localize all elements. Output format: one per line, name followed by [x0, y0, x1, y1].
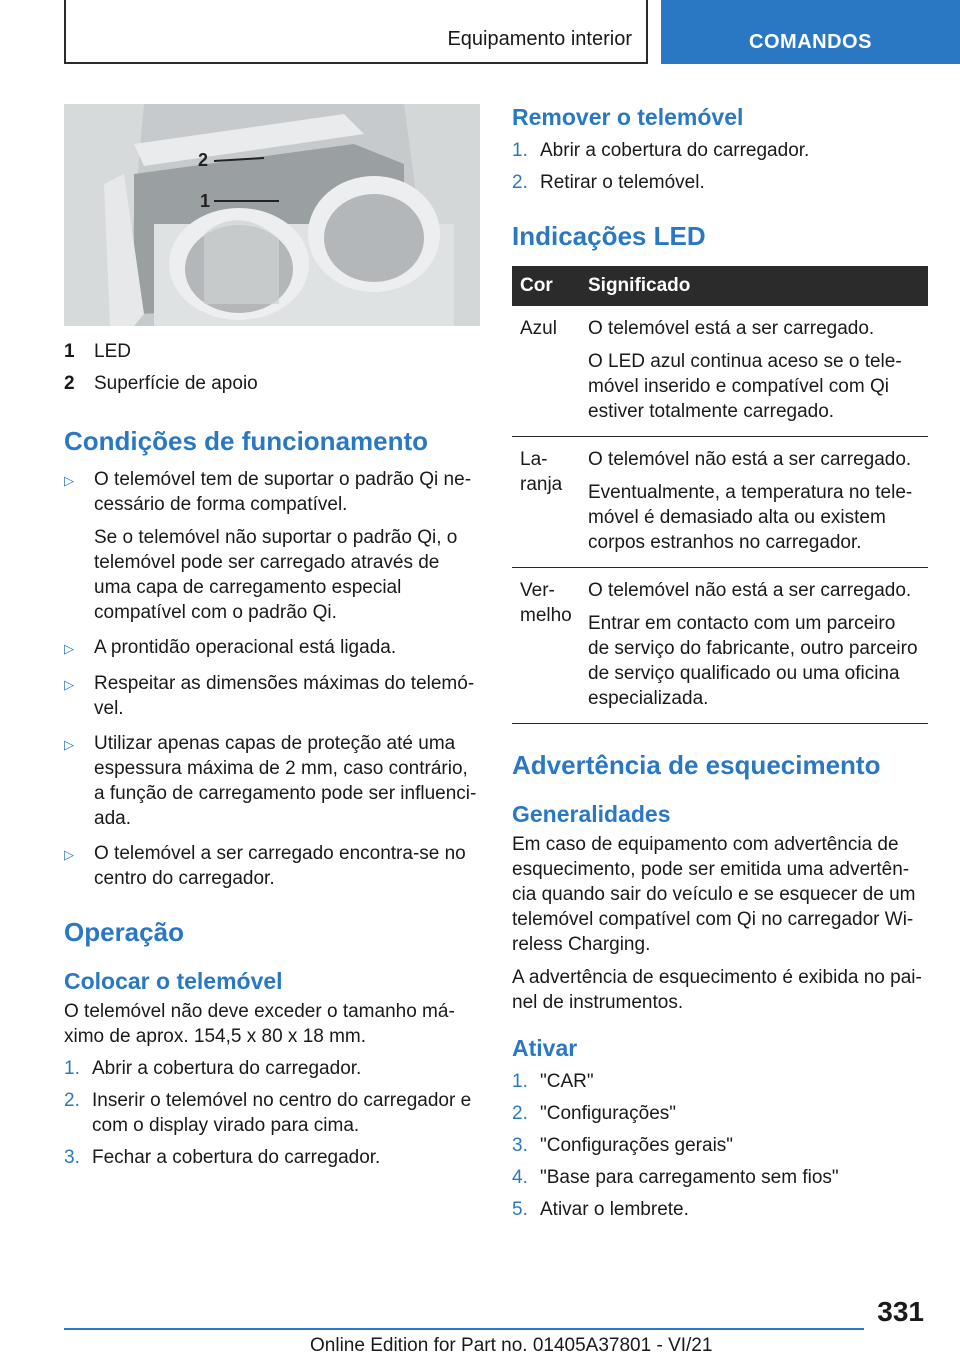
page-number: 331: [877, 1296, 924, 1327]
remove-phone-heading: Remover o telemóvel: [512, 104, 744, 130]
general-heading: Generalidades: [512, 801, 671, 827]
triangle-bullet-icon: ▷: [64, 473, 74, 488]
step-item: 4. "Base para carregamento sem fios": [512, 1167, 839, 1188]
chapter-tab[interactable]: [661, 0, 960, 64]
triangle-bullet-icon: ▷: [64, 677, 74, 692]
console-illustration: [64, 104, 480, 326]
callout-2: 2: [198, 150, 209, 170]
chapter-label: COMANDOS: [749, 31, 872, 53]
place-phone-heading: Colocar o telemóvel: [64, 968, 283, 994]
legend-item: 2 Superfície de apoio: [64, 373, 258, 394]
step-item: 3. Fechar a cobertura do carregador.: [64, 1147, 381, 1168]
right-column: [512, 104, 928, 1222]
led-heading: Indicações LED: [512, 221, 706, 251]
figure-legend: [64, 336, 480, 400]
triangle-bullet-icon: ▷: [64, 641, 74, 656]
table-header-row: [512, 266, 928, 306]
edition-note: Online Edition for Part no. 01405A37801 - VI/21: [310, 1335, 713, 1356]
general-paragraph: Em caso de equipamento com advertência de esquecimento, pode ser emitida uma advertên-cia quando sair do veículo e se esquecer de um telemóvel compatível com Qi no carregador Wi-reless Charging.: [512, 834, 916, 955]
list-item: ▷ Respeitar as dimensões máximas do telemó-vel.: [64, 673, 475, 719]
table-row: La-ranja O telemóvel não está a ser carregado. Eventualmente, a temperatura no tele-móvel é demasiado alta ou existem corpos estranhos no carregador.: [512, 437, 928, 568]
list-item: ▷ A prontidão operacional está ligada.: [64, 635, 480, 661]
footer-divider: [64, 1328, 864, 1330]
list-item: ▷ O telemóvel a ser carregado encontra-se no centro do carregador.: [64, 843, 466, 889]
conditions-list: [64, 467, 480, 891]
step-item: 2. Inserir o telemóvel no centro do carregador e com o display virado para cima.: [64, 1090, 472, 1136]
legend-item: 1 LED: [64, 341, 131, 362]
step-item: 3. "Configurações gerais": [512, 1135, 734, 1156]
callout-1: 1: [200, 191, 211, 211]
column-header: Cor: [512, 266, 580, 306]
operation-heading: Operação: [64, 917, 184, 947]
led-table: [512, 266, 928, 724]
forget-heading: Advertência de esquecimento: [512, 750, 881, 780]
step-item: 1. Abrir a cobertura do carregador.: [512, 140, 810, 161]
table-row: Azul O telemóvel está a ser carregado. O LED azul continua aceso se o tele-móvel inserido e compatível com Qi estiver totalmente carregado.: [512, 306, 928, 437]
charger-figure: [64, 104, 480, 326]
activate-heading: Ativar: [512, 1035, 578, 1061]
triangle-bullet-icon: ▷: [64, 737, 74, 752]
table-row: Ver-melho O telemóvel não está a ser carregado. Entrar em contacto com um parceiro de serviço do fabricante, outro parceiro de serviço qualificado ou uma oficina especializada.: [512, 568, 928, 724]
step-item: 5. Ativar o lembrete.: [512, 1199, 689, 1220]
section-title: Equipamento interior: [447, 28, 632, 50]
step-item: 2. Retirar o telemóvel.: [512, 172, 705, 193]
step-item: 1. Abrir a cobertura do carregador.: [64, 1058, 362, 1079]
place-steps: [64, 1056, 480, 1170]
remove-steps: [512, 138, 928, 195]
activate-steps: [512, 1069, 928, 1222]
place-intro: O telemóvel não deve exceder o tamanho má-ximo de aprox. 154,5 x 80 x 18 mm.: [64, 1001, 455, 1047]
step-item: 1. "CAR": [512, 1071, 594, 1092]
list-item: ▷ Utilizar apenas capas de proteção até uma espessura máxima de 2 mm, caso contrário, a função de carregamento pode ser influenci-ada.: [64, 733, 477, 829]
list-item: ▷ O telemóvel tem de suportar o padrão Qi ne-cessário de forma compatível. Se o telemóvel não suportar o padrão Qi, o telemóvel pode ser carregado através de uma capa de carregamento especial compatível com o padrão Qi.: [64, 469, 472, 623]
column-header: Significado: [580, 266, 928, 306]
conditions-heading: Condições de funcionamento: [64, 426, 429, 456]
header-frame: [64, 0, 648, 64]
triangle-bullet-icon: ▷: [64, 847, 74, 862]
left-column: [64, 104, 480, 1170]
general-paragraph: A advertência de esquecimento é exibida no pai-nel de instrumentos.: [512, 967, 922, 1013]
step-item: 2. "Configurações": [512, 1103, 677, 1124]
